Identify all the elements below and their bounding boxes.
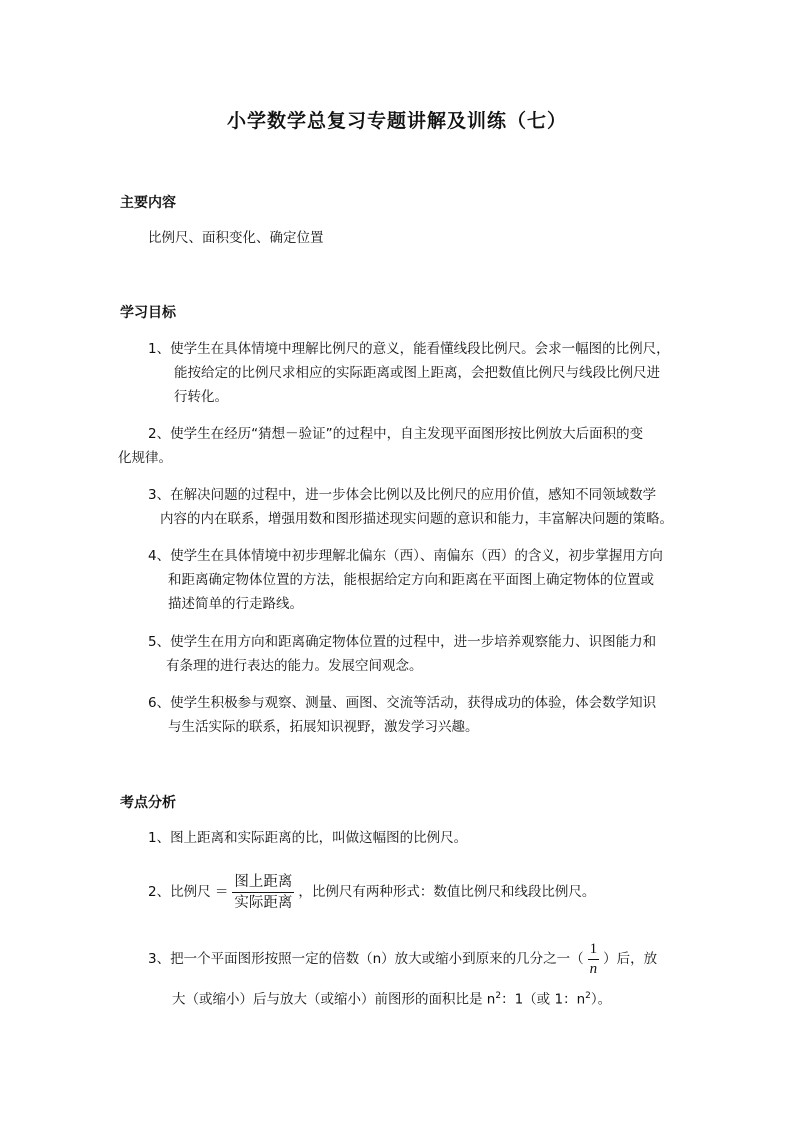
fraction-denominator: 实际距离 <box>234 894 293 911</box>
analysis-item-1: 1、图上距离和实际距离的比，叫做这幅图的比例尺。 <box>148 830 468 846</box>
page-title: 小学数学总复习专题讲解及训练（七） <box>226 110 567 132</box>
area-ratio-suffix: ）后，放 <box>603 951 658 967</box>
area-ratio-text-a: 大（或缩小）后与放大（或缩小）前图形的面积比是 n <box>172 991 496 1008</box>
area-ratio-text-c: ）。 <box>590 991 612 1008</box>
fraction-denominator: n <box>589 960 598 977</box>
scale-formula-fraction <box>232 873 294 912</box>
objective-5-line-2: 有条理的进行表达的能力。发展空间观念。 <box>166 658 423 674</box>
objective-5-line-1: 5、使学生在用方向和距离确定物体位置的过程中，进一步培养观察能力、识图能力和 <box>148 634 657 650</box>
analysis-item-3-line-2 <box>172 984 611 1012</box>
objective-item-3 <box>148 483 673 531</box>
objective-4-line-2: 和距离确定物体位置的方法，能根据给定方向和距离在平面图上确定物体的位置或 <box>168 572 654 588</box>
section-heading-objectives: 学习目标 <box>120 305 176 321</box>
analysis-item-3-line-1 <box>148 938 657 980</box>
objective-item-2 <box>118 422 644 470</box>
objective-2-line-2: 化规律。 <box>118 450 172 466</box>
objective-4-line-3: 描述简单的行走路线。 <box>168 596 303 612</box>
objective-1-line-1: 1、使学生在具体情境中理解比例尺的意义，能看懂线段比例尺。会求一幅图的比例尺， <box>148 341 670 357</box>
analysis-item-2 <box>148 872 595 912</box>
fraction-numerator: 图上距离 <box>232 873 294 893</box>
objective-6-line-2: 与生活实际的联系，拓展知识视野，激发学习兴趣。 <box>168 719 479 735</box>
one-over-n-fraction <box>588 941 600 978</box>
exponent-1: 2 <box>495 991 502 1001</box>
objective-1-line-3: 行转化。 <box>174 389 228 405</box>
objective-4-line-1: 4、使学生在具体情境中初步理解北偏东（西）、南偏东（西）的含义，初步掌握用方向 <box>148 548 663 564</box>
scale-formula-prefix: 2、比例尺 ＝ <box>148 884 229 900</box>
section-heading-analysis: 考点分析 <box>120 795 176 811</box>
objective-2-line-1: 2、使学生在经历“猜想－验证”的过程中，自主发现平面图形按比例放大后面积的变 <box>148 426 644 442</box>
objective-item-1 <box>148 337 670 409</box>
objective-item-5 <box>148 630 656 678</box>
section-heading-main-content: 主要内容 <box>120 195 176 211</box>
area-ratio-text-b: ：1（或 1：n <box>501 991 586 1008</box>
area-ratio-prefix: 3、把一个平面图形按照一定的倍数（n）放大或缩小到原来的几分之一（ <box>148 951 584 967</box>
exponent-2: 2 <box>585 991 591 1001</box>
fraction-numerator: 1 <box>588 941 600 960</box>
objective-item-6 <box>148 691 656 739</box>
objective-3-line-1: 3、在解决问题的过程中，进一步体会比例以及比例尺的应用价值，感知不同领域数学 <box>148 487 657 503</box>
main-content-text: 比例尺、面积变化、确定位置 <box>148 230 324 246</box>
objective-3-line-2: 内容的内在联系，增强用数和图形描述现实问题的意识和能力，丰富解决问题的策略。 <box>160 511 673 527</box>
scale-formula-suffix: ，比例尺有两种形式：数值比例尺和线段比例尺。 <box>298 884 596 900</box>
objective-item-4 <box>148 544 663 616</box>
objective-6-line-1: 6、使学生积极参与观察、测量、画图、交流等活动，获得成功的体验，体会数学知识 <box>148 695 657 711</box>
objective-1-line-2: 能按给定的比例尺求相应的实际距离或图上距离，会把数值比例尺与线段比例尺进 <box>174 365 660 381</box>
